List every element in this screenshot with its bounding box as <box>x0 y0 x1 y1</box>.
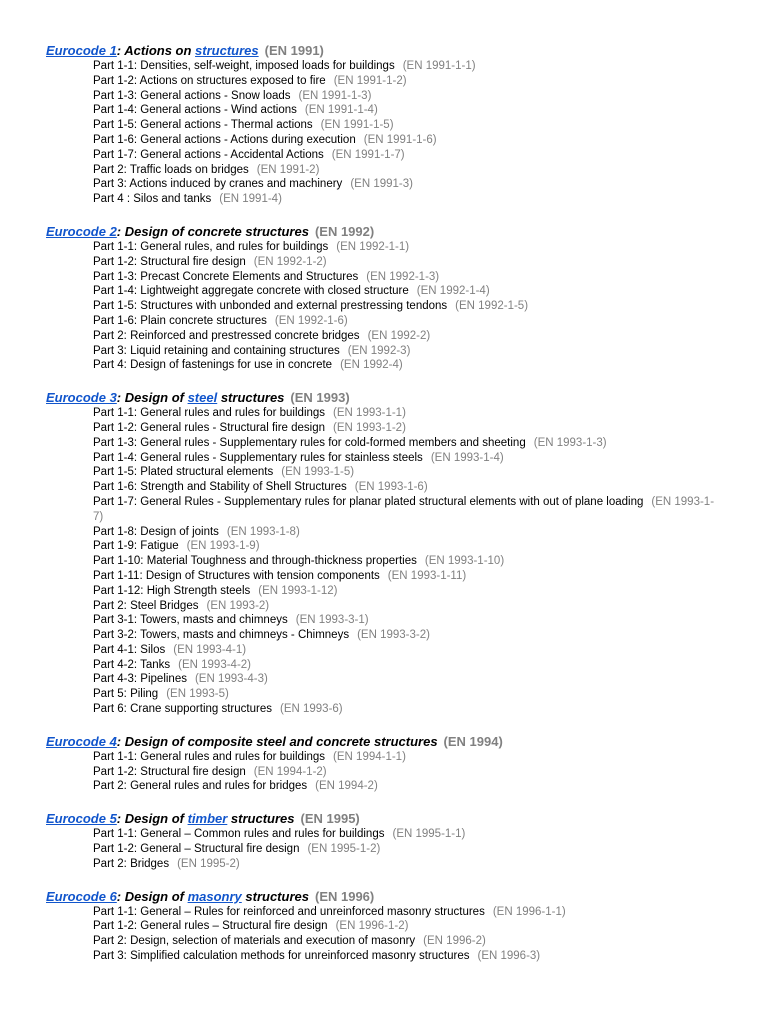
list-item <box>93 539 720 554</box>
part-title: Part 2: Design, selection of materials and execution of masonry <box>93 935 416 948</box>
part-code: (EN 1993-1-2) <box>333 421 406 434</box>
part-title: Part 1-3: Precast Concrete Elements and Structures <box>93 270 359 283</box>
part-code: (EN 1995-2) <box>177 857 240 870</box>
part-title: Part 6: Crane supporting structures <box>93 703 272 716</box>
list-item <box>93 299 720 314</box>
part-code: (EN 1993-1-5) <box>281 466 355 479</box>
part-title: Part 1-2: General – Structural fire design <box>93 843 300 856</box>
part-code: (EN 1993-1-9) <box>186 540 260 553</box>
part-code: (EN 1993-1-7) <box>93 495 715 523</box>
part-code: (EN 1993-4-2) <box>178 658 252 671</box>
part-title: Part 4-2: Tanks <box>93 658 171 671</box>
part-title: Part 1-1: General rules and rules for buildings <box>93 750 326 763</box>
part-title: Part 2: Reinforced and prestressed concrete bridges <box>93 329 360 342</box>
list-item <box>93 949 720 964</box>
list-item <box>93 613 720 628</box>
part-title: Part 1-11: Design of Structures with tension components <box>93 569 380 582</box>
heading-text: : Design of composite steel and concrete structures <box>116 733 438 749</box>
list-item <box>93 495 720 525</box>
part-title: Part 1-1: General – Common rules and rules for buildings <box>93 828 385 841</box>
standard-code: (EN 1992) <box>314 223 375 239</box>
eurocode-link[interactable]: Eurocode 2 <box>46 223 117 239</box>
material-link[interactable]: structures <box>195 43 259 58</box>
part-title: Part 1-5: Plated structural elements <box>93 466 274 479</box>
part-code: (EN 1991-1-7) <box>331 148 405 161</box>
list-item <box>93 314 720 329</box>
eurocode-section <box>0 389 768 717</box>
part-code: (EN 1993-4-3) <box>194 673 268 686</box>
list-item <box>93 133 720 148</box>
list-item <box>93 451 720 466</box>
part-code: (EN 1991-1-4) <box>304 104 378 117</box>
part-code: (EN 1993-1-11) <box>387 569 467 582</box>
list-item <box>93 344 720 359</box>
standard-code: (EN 1994) <box>443 733 503 749</box>
part-title: Part 2: General rules and rules for bridges <box>93 780 308 793</box>
part-title: Part 1-4: Lightweight aggregate concrete with closed structure <box>93 285 409 298</box>
list-item <box>93 255 720 270</box>
standard-code: (EN 1991) <box>264 43 324 58</box>
list-item <box>93 240 720 255</box>
list-item <box>93 192 720 207</box>
part-code: (EN 1992-4) <box>340 359 403 372</box>
heading-text-tail: structures <box>241 888 309 904</box>
list-item <box>93 569 720 584</box>
list-item <box>93 827 720 842</box>
part-title: Part 4: Design of fastenings for use in concrete <box>93 359 333 372</box>
list-item <box>93 750 720 765</box>
part-title: Part 1-7: General actions - Accidental Actions <box>93 148 324 161</box>
part-title: Part 3: Simplified calculation methods for unreinforced masonry structures <box>93 950 470 963</box>
part-title: Part 1-8: Design of joints <box>93 525 219 538</box>
part-title: Part 1-6: General actions - Actions during execution <box>93 133 356 146</box>
part-title: Part 1-2: General rules - Structural fire design <box>93 421 326 434</box>
list-item <box>93 148 720 163</box>
part-code: (EN 1992-1-1) <box>336 240 410 253</box>
list-item <box>93 842 720 857</box>
eurocode-section <box>0 888 768 964</box>
eurocode-section <box>0 810 768 871</box>
part-title: Part 1-2: Structural fire design <box>93 765 246 778</box>
part-code: (EN 1996-1-2) <box>335 920 409 933</box>
part-title: Part 4-3: Pipelines <box>93 673 187 686</box>
part-title: Part 1-2: General rules – Structural fire design <box>93 920 328 933</box>
part-code: (EN 1993-1-6) <box>354 481 428 494</box>
part-title: Part 1-1: General rules and rules for buildings <box>93 407 326 420</box>
eurocode-link[interactable]: Eurocode 6 <box>46 888 117 904</box>
part-code: (EN 1991-1-3) <box>298 89 372 102</box>
part-title: Part 3-1: Towers, masts and chimneys <box>93 614 288 627</box>
part-title: Part 3: Actions induced by cranes and machinery <box>93 178 343 191</box>
list-item <box>93 59 720 74</box>
parts-list <box>93 59 720 207</box>
list-item <box>93 702 720 717</box>
list-item <box>93 905 720 920</box>
part-code: (EN 1993-1-3) <box>533 436 607 449</box>
part-code: (EN 1991-1-6) <box>363 133 437 146</box>
part-code: (EN 1996-1-1) <box>492 905 566 918</box>
part-title: Part 1-12: High Strength steels <box>93 584 251 597</box>
heading-text: : Design of <box>116 811 188 827</box>
part-code: (EN 1991-1-1) <box>402 60 476 72</box>
list-item <box>93 525 720 540</box>
section-heading <box>46 223 768 240</box>
eurocode-link[interactable]: Eurocode 4 <box>46 733 117 749</box>
part-title: Part 3-2: Towers, masts and chimneys - Chimneys <box>93 629 350 642</box>
part-title: Part 1-1: General rules, and rules for buildings <box>93 240 329 253</box>
part-title: Part 1-6: Plain concrete structures <box>93 314 267 327</box>
list-item <box>93 465 720 480</box>
part-title: Part 1-4: General actions - Wind actions <box>93 104 297 117</box>
material-link[interactable]: timber <box>187 811 228 827</box>
list-item <box>93 329 720 344</box>
heading-text: : Design of <box>116 390 188 406</box>
part-code: (EN 1991-3) <box>350 178 413 191</box>
part-code: (EN 1995-1-1) <box>392 828 466 841</box>
part-title: Part 4-1: Silos <box>93 643 166 656</box>
part-title: Part 1-6: Strength and Stability of Shell Structures <box>93 481 347 494</box>
part-code: (EN 1993-1-10) <box>424 555 505 568</box>
list-item <box>93 643 720 658</box>
part-code: (EN 1993-3-1) <box>295 614 369 627</box>
list-item <box>93 672 720 687</box>
part-code: (EN 1993-4-1) <box>173 643 247 656</box>
part-code: (EN 1991-2) <box>256 163 320 176</box>
part-code: (EN 1993-1-1) <box>333 407 406 420</box>
parts-list <box>93 406 720 717</box>
list-item <box>93 554 720 569</box>
list-item <box>93 687 720 702</box>
material-link[interactable]: masonry <box>187 888 242 904</box>
part-title: Part 1-3: General rules - Supplementary rules for cold-formed members and sheeting <box>93 436 526 449</box>
part-code: (EN 1991-1-5) <box>320 119 394 132</box>
part-code: (EN 1994-1-2) <box>253 765 327 778</box>
part-code: (EN 1992-1-4) <box>416 285 490 298</box>
list-item <box>93 284 720 299</box>
part-code: (EN 1992-1-2) <box>253 255 327 268</box>
list-item <box>93 74 720 89</box>
eurocode-link[interactable]: Eurocode 3 <box>46 390 117 406</box>
part-code: (EN 1994-2) <box>315 780 378 793</box>
part-code: (EN 1992-1-6) <box>274 314 348 327</box>
part-title: Part 5: Piling <box>93 688 159 701</box>
part-code: (EN 1993-6) <box>279 703 343 716</box>
eurocode-section <box>0 733 768 794</box>
part-code: (EN 1991-4) <box>219 193 282 206</box>
list-item <box>93 857 720 872</box>
list-item <box>93 779 720 794</box>
part-code: (EN 1992-3) <box>347 344 411 357</box>
list-item <box>93 177 720 192</box>
part-code: (EN 1993-1-8) <box>226 525 300 538</box>
list-item <box>93 765 720 780</box>
part-code: (EN 1992-1-5) <box>455 300 529 313</box>
parts-list <box>93 750 720 794</box>
part-title: Part 1-1: Densities, self-weight, imposed loads for buildings <box>93 60 395 72</box>
part-title: Part 1-9: Fatigue <box>93 540 179 553</box>
part-code: (EN 1993-1-4) <box>430 451 504 464</box>
part-title: Part 3: Liquid retaining and containing structures <box>93 344 340 357</box>
parts-list <box>93 827 720 871</box>
standard-code: (EN 1995) <box>300 811 360 827</box>
eurocode-section <box>0 42 768 207</box>
list-item <box>93 919 720 934</box>
standard-code: (EN 1993) <box>290 390 350 406</box>
part-code: (EN 1993-2) <box>206 599 270 612</box>
list-item <box>93 436 720 451</box>
list-item <box>93 89 720 104</box>
part-title: Part 1-3: General actions - Snow loads <box>93 89 291 102</box>
part-code: (EN 1994-1-1) <box>333 750 406 763</box>
section-heading <box>46 389 768 406</box>
heading-text: : Actions on <box>116 43 196 58</box>
heading-text: : Design of <box>116 888 188 904</box>
list-item <box>93 599 720 614</box>
part-code: (EN 1993-3-2) <box>357 629 430 642</box>
material-link[interactable]: steel <box>187 390 218 406</box>
list-item <box>93 118 720 133</box>
list-item <box>93 103 720 118</box>
parts-list <box>93 905 720 964</box>
part-title: Part 1-7: General Rules - Supplementary rules for planar plated structural elements with out of plane loading <box>93 495 644 508</box>
part-code: (EN 1991-1-2) <box>333 74 407 87</box>
list-item <box>93 934 720 949</box>
list-item <box>93 628 720 643</box>
part-code: (EN 1992-1-3) <box>366 270 440 283</box>
part-title: Part 1-1: General – Rules for reinforced and unreinforced masonry structures <box>93 905 485 918</box>
list-item <box>93 406 720 421</box>
heading-text-tail: structures <box>217 390 285 406</box>
part-title: Part 4 : Silos and tanks <box>93 193 212 206</box>
section-heading <box>46 810 768 827</box>
part-title: Part 1-2: Actions on structures exposed to fire <box>93 74 326 87</box>
eurocode-link[interactable]: Eurocode 5 <box>46 811 117 827</box>
section-heading <box>46 733 768 750</box>
part-title: Part 2: Bridges <box>93 857 170 870</box>
section-heading <box>46 888 768 905</box>
section-heading <box>46 42 768 59</box>
part-code: (EN 1993-1-12) <box>258 584 338 597</box>
list-item <box>93 270 720 285</box>
list-item <box>93 163 720 178</box>
heading-text-tail: structures <box>227 811 295 827</box>
part-code: (EN 1996-2) <box>423 935 486 948</box>
part-title: Part 1-5: Structures with unbonded and external prestressing tendons <box>93 300 448 313</box>
eurocode-link[interactable]: Eurocode 1 <box>46 43 117 58</box>
part-code: (EN 1995-1-2) <box>307 843 381 856</box>
part-code: (EN 1996-3) <box>477 950 541 963</box>
parts-list <box>93 240 720 373</box>
part-title: Part 1-5: General actions - Thermal actions <box>93 119 313 132</box>
part-code: (EN 1992-2) <box>367 329 431 342</box>
part-title: Part 2: Steel Bridges <box>93 599 199 612</box>
part-title: Part 1-2: Structural fire design <box>93 255 246 268</box>
heading-text: : Design of concrete structures <box>116 223 309 239</box>
part-code: (EN 1993-5) <box>166 688 229 701</box>
list-item <box>93 584 720 599</box>
part-title: Part 2: Traffic loads on bridges <box>93 163 249 176</box>
list-item <box>93 421 720 436</box>
list-item <box>93 358 720 373</box>
list-item <box>93 658 720 673</box>
part-title: Part 1-4: General rules - Supplementary rules for stainless steels <box>93 451 423 464</box>
eurocode-section <box>0 223 768 373</box>
list-item <box>93 480 720 495</box>
standard-code: (EN 1996) <box>314 888 375 904</box>
part-title: Part 1-10: Material Toughness and through-thickness properties <box>93 555 417 568</box>
